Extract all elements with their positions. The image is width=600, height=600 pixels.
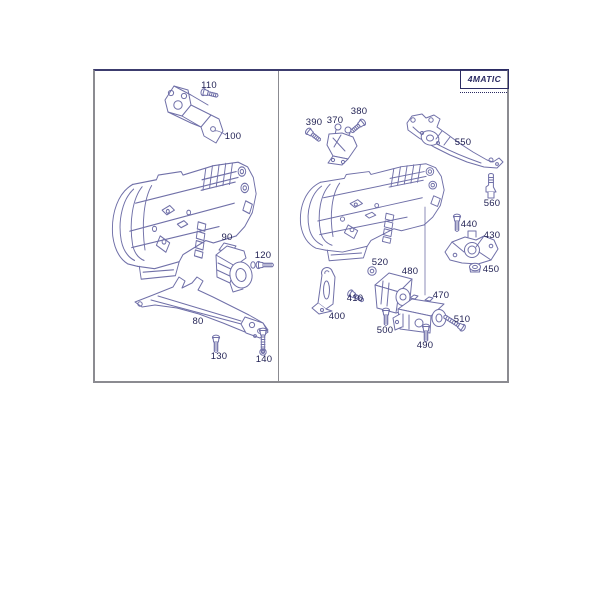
callout-80: 80 bbox=[192, 316, 204, 327]
callout-100: 100 bbox=[224, 131, 242, 142]
diagram-frame bbox=[93, 69, 509, 383]
callout-90: 90 bbox=[221, 232, 233, 243]
callout-390: 390 bbox=[305, 117, 323, 128]
callout-120: 120 bbox=[254, 250, 272, 261]
4matic-badge: 4MATIC bbox=[460, 69, 509, 89]
callout-560: 560 bbox=[483, 198, 501, 209]
callout-410: 410 bbox=[346, 293, 364, 304]
callout-130: 130 bbox=[210, 351, 228, 362]
callout-470: 470 bbox=[432, 290, 450, 301]
part-380-bolt bbox=[349, 118, 367, 135]
part-130-bolt bbox=[212, 335, 219, 352]
callout-140: 140 bbox=[255, 354, 273, 365]
gearbox-right-illustration bbox=[300, 164, 444, 261]
part-140-bolt bbox=[259, 328, 266, 355]
panel-divider bbox=[278, 71, 279, 381]
part-390-bolt bbox=[304, 127, 322, 143]
part-90-mount bbox=[216, 243, 254, 292]
callout-480: 480 bbox=[401, 266, 419, 277]
callout-450: 450 bbox=[482, 264, 500, 275]
part-120-bolt bbox=[251, 261, 274, 268]
callout-510: 510 bbox=[453, 314, 471, 325]
callout-370: 370 bbox=[326, 115, 344, 126]
callout-500: 500 bbox=[376, 325, 394, 336]
callout-490: 490 bbox=[416, 340, 434, 351]
part-520-washer bbox=[368, 267, 376, 275]
callout-110: 110 bbox=[201, 80, 217, 91]
part-400-bracket bbox=[312, 268, 335, 315]
part-500-bolt bbox=[382, 308, 389, 325]
callout-550: 550 bbox=[454, 137, 472, 148]
part-560-bolt bbox=[486, 174, 496, 199]
callout-380: 380 bbox=[350, 106, 368, 117]
callout-430: 430 bbox=[483, 230, 501, 241]
badge-underline bbox=[460, 92, 507, 93]
callout-520: 520 bbox=[371, 257, 389, 268]
left-panel-illustration bbox=[112, 86, 273, 355]
callout-440: 440 bbox=[460, 219, 478, 230]
callout-400: 400 bbox=[328, 311, 346, 322]
